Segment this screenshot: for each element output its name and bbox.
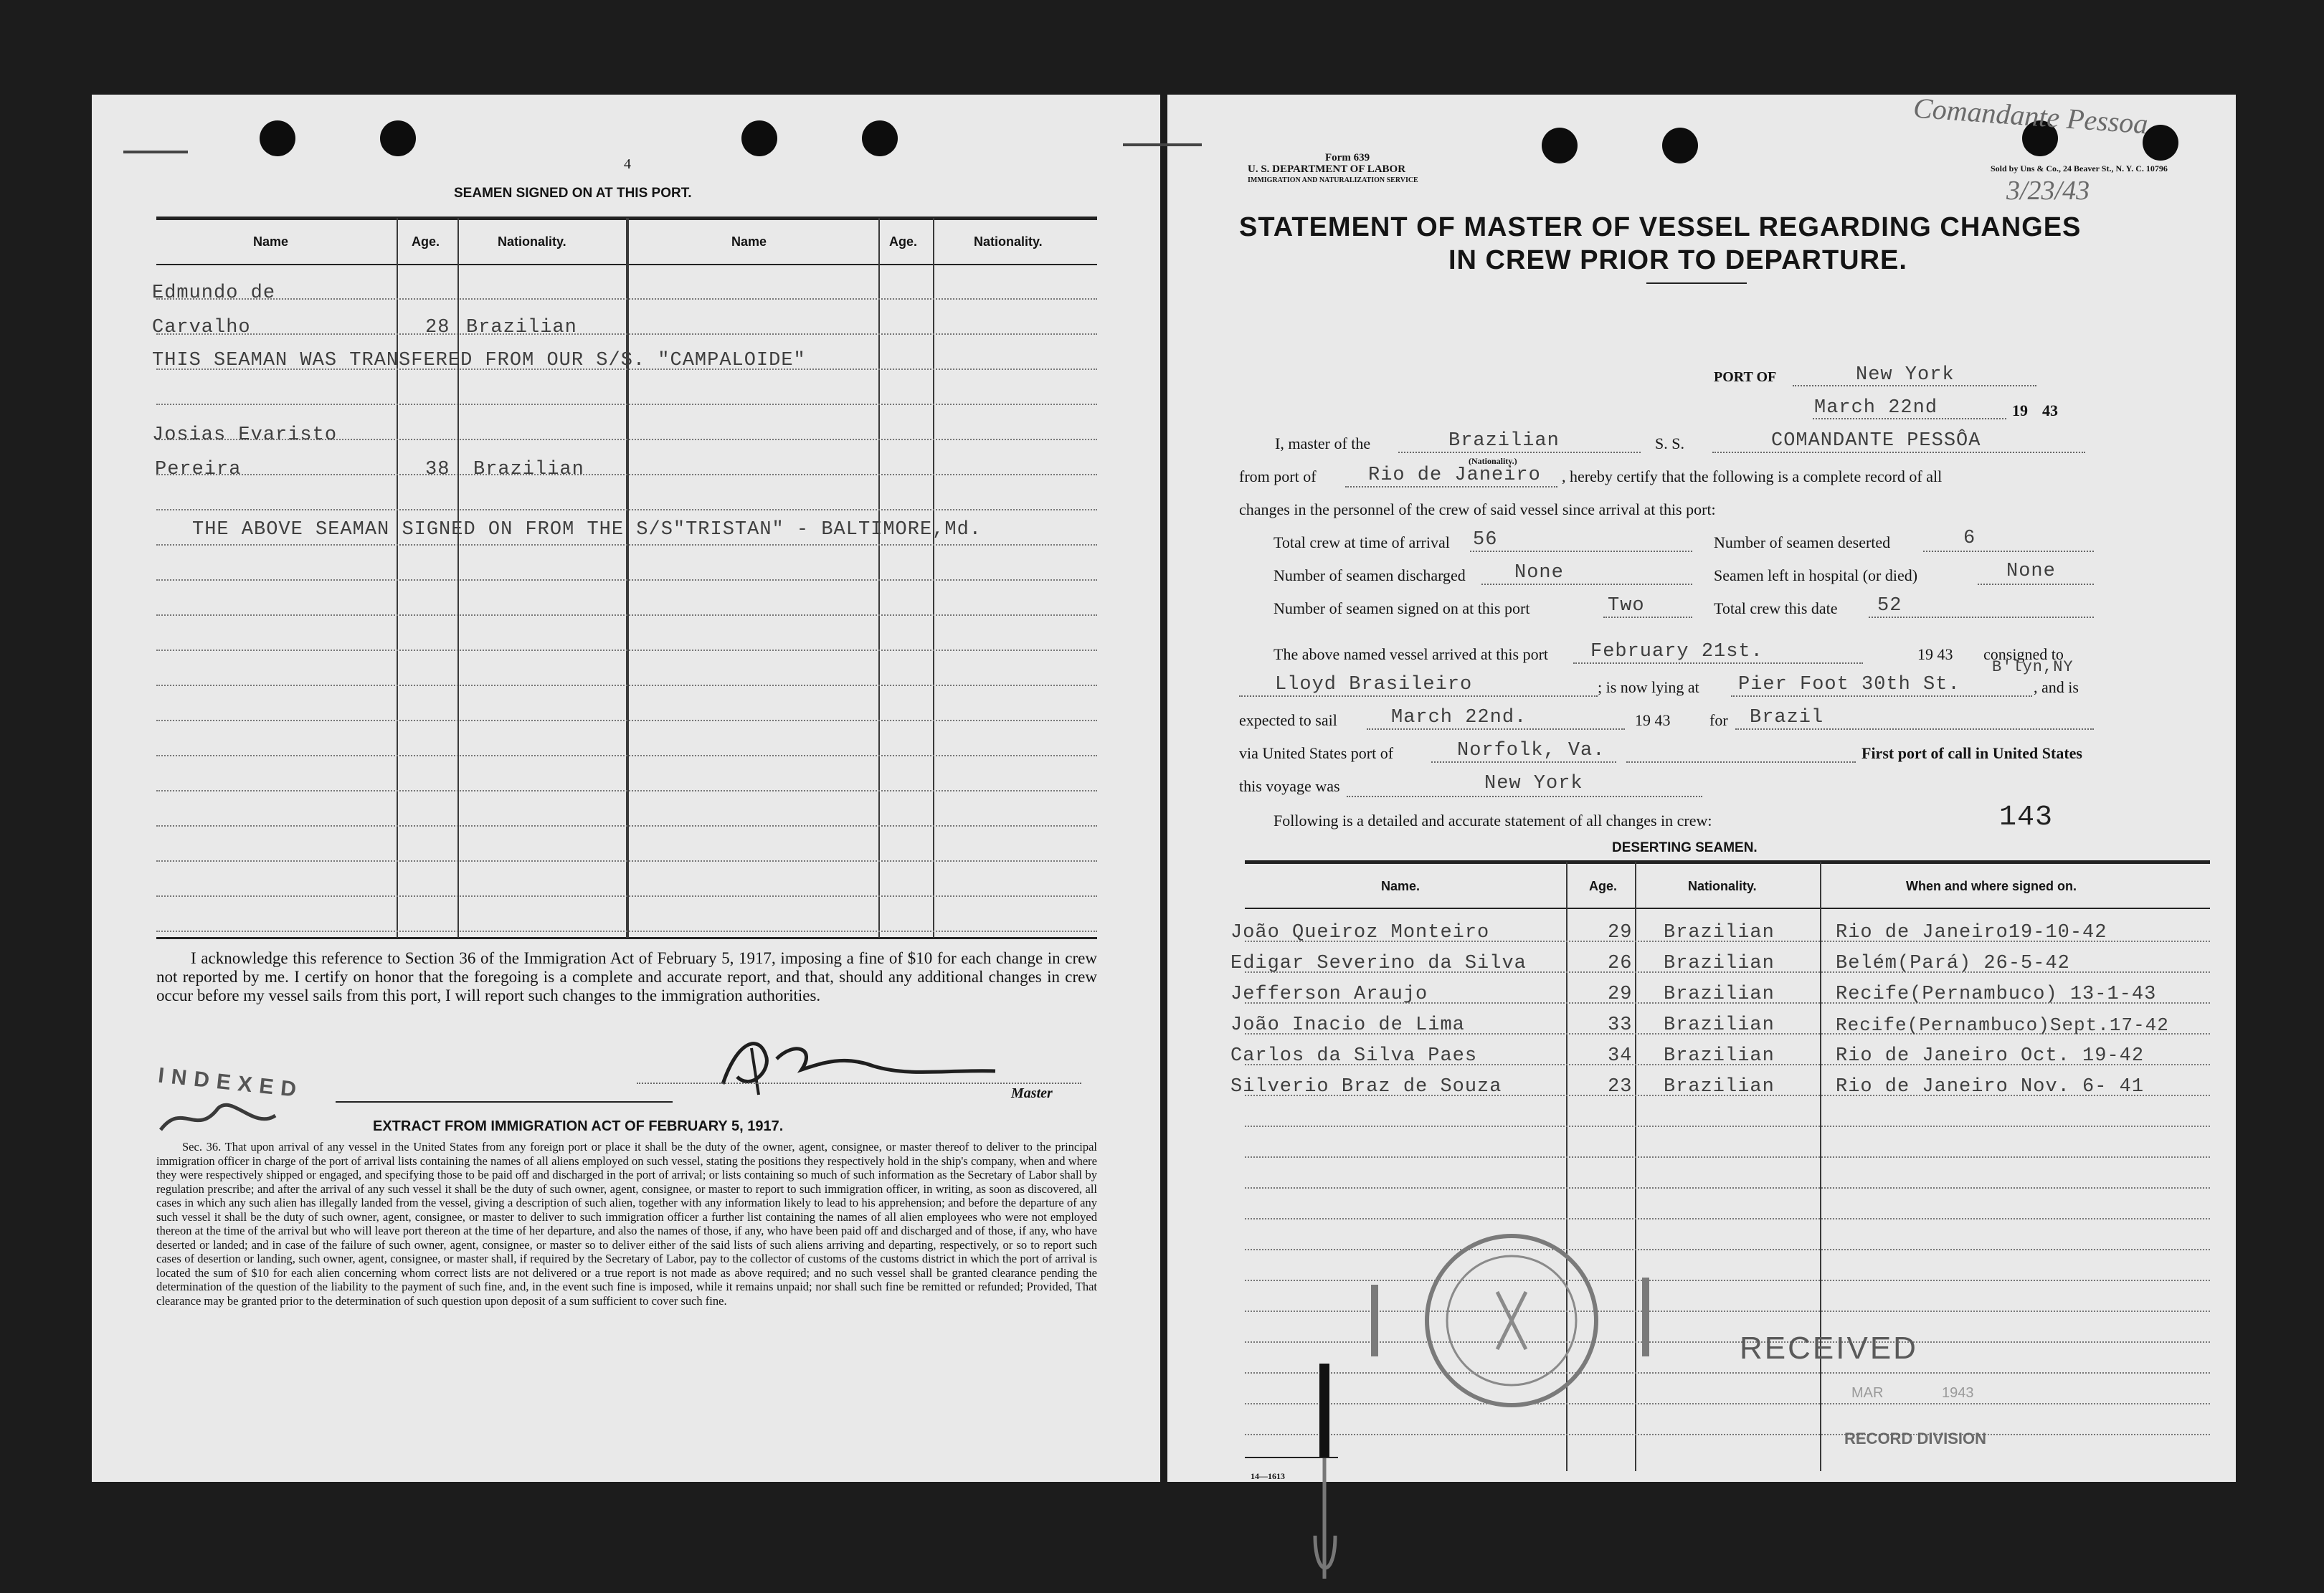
deserter-nationality: Brazilian — [1664, 953, 1775, 974]
row-rule — [156, 474, 1097, 475]
via-line — [1431, 761, 1616, 763]
deserter-signed-on: Recife(Pernambuco)Sept.17-42 — [1836, 1014, 2169, 1036]
table-row — [152, 424, 337, 446]
deserter-nationality: Brazilian — [1664, 1076, 1775, 1098]
deserter-signed-on: Rio de Janeiro Oct. 19-42 — [1836, 1045, 2145, 1067]
signed-on-note: THE ABOVE SEAMAN SIGNED ON FROM THE S/S"TRISTAN" - BALTIMORE,Md. — [192, 519, 982, 541]
deserted-label: Number of seamen deserted — [1714, 533, 1891, 551]
first-port-line — [1626, 761, 1856, 763]
seaman-name: Carvalho — [152, 317, 251, 338]
ss-label: S. S. — [1655, 434, 1684, 452]
signature-line — [637, 1083, 1081, 1084]
deserter-nationality: Brazilian — [1664, 922, 1775, 943]
row-rule — [156, 790, 1097, 791]
voyage-label: this voyage was — [1239, 777, 1340, 795]
row-rule — [156, 404, 1097, 405]
seaman-name: Josias Evaristo — [152, 424, 338, 446]
department-name: U. S. DEPARTMENT OF LABOR — [1248, 163, 1406, 175]
deserter-name: Silverio Braz de Souza — [1230, 1076, 1502, 1098]
date-value: March 22nd — [1814, 397, 1938, 419]
extract-rule — [336, 1101, 673, 1103]
left-page — [92, 95, 1160, 1482]
year-value: 43 — [2042, 401, 2058, 419]
via-label: via United States port of — [1239, 744, 1394, 762]
deserters-column-divider — [1820, 862, 1821, 1471]
row-rule — [156, 720, 1097, 721]
handwritten-date: 3/23/43 — [2006, 176, 2090, 206]
row-rule — [1245, 1187, 2210, 1189]
nationality-caption: (Nationality.) — [1469, 456, 1517, 466]
arrived-line — [1573, 662, 1863, 664]
transfer-note: THIS SEAMAN WAS TRANSFERED FROM OUR S/S. "CAMPALOIDE" — [152, 350, 806, 371]
seaman-nationality: Brazilian — [473, 459, 584, 480]
lying-line — [1731, 695, 2032, 697]
punch-hole — [1542, 128, 1578, 163]
received-stamp: RECEIVED — [1740, 1331, 1918, 1366]
year-prefix: 19 — [2012, 401, 2028, 419]
from-port-line — [1345, 486, 1557, 488]
staple-mark — [1123, 143, 1202, 146]
signed-on-line — [1603, 617, 1692, 618]
deserter-age: 26 — [1608, 953, 1633, 974]
deserter-age: 29 — [1608, 922, 1633, 943]
expected-value: March 22nd. — [1391, 707, 1527, 728]
following-text: Following is a detailed and accurate statement of all changes in crew: — [1274, 812, 1712, 829]
lying-extra: B'lyn,NY — [1992, 658, 2074, 676]
indexed-initials — [153, 1087, 304, 1144]
deserter-name: João Inacio de Lima — [1230, 1014, 1465, 1036]
arrived-value: February 21st. — [1590, 641, 1763, 662]
official-seal — [1361, 1213, 1662, 1428]
deserter-signed-on: Rio de Janeiro Nov. 6- 41 — [1836, 1076, 2145, 1098]
right-page — [1167, 91, 2236, 1482]
port-of-value: New York — [1856, 364, 1955, 386]
row-rule — [156, 614, 1097, 616]
row-rule — [1245, 1156, 2210, 1158]
signed-on-label: Number of seamen signed on at this port — [1274, 599, 1530, 617]
via-value: Norfolk, Va. — [1457, 740, 1606, 761]
form-header: Form 639 — [1325, 152, 1370, 163]
seaman-age: 38 — [425, 459, 450, 480]
deserter-name: Carlos da Silva Paes — [1230, 1045, 1478, 1067]
table-row — [152, 282, 275, 304]
destination-line — [1735, 728, 2094, 730]
column-header-age: Age. — [412, 234, 440, 249]
master-of-label: I, master of the — [1275, 434, 1371, 452]
master-signature — [708, 1027, 1010, 1105]
staple-mark — [123, 151, 188, 153]
expected-year: 19 43 — [1635, 711, 1671, 729]
row-rule — [1245, 1434, 2210, 1435]
ship-name: COMANDANTE PESSÔA — [1771, 430, 1981, 452]
deserter-name: Edigar Severino da Silva — [1230, 953, 1527, 974]
deserters-header-nationality: Nationality. — [1688, 879, 1757, 893]
from-port-label: from port of — [1239, 467, 1317, 485]
deserter-signed-on: Belém(Pará) 26-5-42 — [1836, 953, 2070, 974]
master-label: Master — [1011, 1085, 1053, 1101]
row-rule — [1245, 1126, 2210, 1127]
discharged-value: None — [1514, 562, 1564, 584]
from-port-value: Rio de Janeiro — [1368, 465, 1541, 486]
arrived-label: The above named vessel arrived at this port — [1274, 645, 1549, 663]
punch-hole — [2143, 125, 2178, 161]
deserted-line — [1923, 551, 2094, 552]
column-header-name: Name — [253, 234, 289, 249]
arrived-year: 19 43 — [1917, 645, 1953, 663]
consignee-value: Lloyd Brasileiro — [1275, 674, 1473, 695]
seaman-age: 28 — [425, 317, 450, 338]
deserter-nationality: Brazilian — [1664, 1045, 1775, 1067]
total-today-line — [1869, 617, 2094, 618]
table-column-divider — [933, 218, 934, 938]
title-underline — [1646, 282, 1747, 284]
punch-hole — [1662, 128, 1698, 163]
row-rule — [156, 544, 1097, 546]
deserters-header-name: Name. — [1381, 879, 1421, 893]
row-rule — [156, 333, 1097, 335]
for-label: for — [1709, 711, 1728, 729]
consignee-line — [1239, 695, 1598, 697]
row-rule — [156, 509, 1097, 510]
and-is-text: , and is — [2034, 678, 2079, 696]
seaman-name: Pereira — [155, 459, 242, 480]
signed-on-value: Two — [1608, 595, 1645, 617]
lying-label: ; is now lying at — [1598, 678, 1699, 696]
acknowledgement-text: I acknowledge this reference to Section 36 of the Immigration Act of February 5, 1917, imposing a fine of $10 for each change in crew not reported by me. I certify on honor that the foregoing is a complete and accurate report, and that, should any additional changes in crew occur before my vessel sails from this port, I will report such changes to the immigration authorities. — [156, 949, 1097, 1004]
indexed-stamp: INDEXED — [156, 1063, 305, 1103]
deserter-age: 34 — [1608, 1045, 1633, 1067]
received-year: 1943 — [1942, 1385, 1974, 1401]
expected-line — [1367, 728, 1625, 730]
total-crew-line — [1470, 551, 1692, 552]
printer-note: Sold by Uns & Co., 24 Beaver St., N. Y. C. 10796 — [1991, 163, 2168, 173]
lying-value: Pier Foot 30th St. — [1738, 674, 1960, 695]
voyage-line — [1347, 796, 1702, 797]
punch-hole — [741, 120, 777, 156]
total-crew-value: 56 — [1473, 529, 1498, 551]
deserter-signed-on: Recife(Pernambuco) 13-1-43 — [1836, 984, 2157, 1005]
table-column-divider — [397, 218, 398, 938]
deserters-top-rule — [1245, 860, 2210, 864]
hospital-value: None — [2006, 561, 2056, 582]
certify-text: , hereby certify that the following is a complete record of all — [1562, 467, 1943, 485]
seaman-nationality: Brazilian — [466, 317, 577, 338]
deserters-header-when-where: When and where signed on. — [1906, 879, 2077, 893]
discharged-line — [1481, 584, 1692, 585]
expected-label: expected to sail — [1239, 711, 1337, 729]
row-rule — [156, 860, 1097, 862]
total-crew-label: Total crew at time of arrival — [1274, 533, 1450, 551]
row-rule — [156, 895, 1097, 897]
hospital-label: Seamen left in hospital (or died) — [1714, 566, 1918, 584]
row-rule — [156, 298, 1097, 300]
deserters-header-age: Age. — [1589, 879, 1618, 893]
punch-hole — [260, 120, 295, 156]
column-header-nationality: Nationality. — [974, 234, 1043, 249]
total-today-label: Total crew this date — [1714, 599, 1838, 617]
row-rule — [156, 579, 1097, 581]
deserting-title: DESERTING SEAMEN. — [1612, 840, 1758, 855]
deserter-signed-on: Rio de Janeiro19-10-42 — [1836, 922, 2107, 943]
service-name: IMMIGRATION AND NATURALIZATION SERVICE — [1248, 176, 1418, 184]
nationality-line — [1398, 452, 1641, 453]
column-header-age: Age. — [889, 234, 918, 249]
total-today-value: 52 — [1877, 595, 1902, 617]
extract-title: EXTRACT FROM IMMIGRATION ACT OF FEBRUARY 5, 1917. — [373, 1118, 784, 1134]
seaman-name: Edmundo de — [152, 282, 276, 304]
hospital-line — [1978, 584, 2094, 585]
ship-name-line — [1712, 452, 2085, 453]
received-month: MAR — [1851, 1385, 1884, 1401]
form-title-line2: IN CREW PRIOR TO DEPARTURE. — [1448, 245, 1907, 275]
deserter-nationality: Brazilian — [1664, 1014, 1775, 1036]
table-column-divider — [457, 218, 459, 938]
section-title: SEAMEN SIGNED ON AT THIS PORT. — [454, 186, 692, 201]
row-rule — [156, 685, 1097, 686]
record-division: RECORD DIVISION — [1844, 1430, 1987, 1447]
row-rule — [156, 650, 1097, 651]
table-row — [152, 317, 251, 338]
first-port-label: First port of call in United States — [1861, 744, 2082, 762]
form-title-line1: STATEMENT OF MASTER OF VESSEL REGARDING CHANGES — [1239, 212, 2082, 242]
discharged-label: Number of seamen discharged — [1274, 566, 1466, 584]
row-rule — [156, 931, 1097, 932]
paper-clip — [1306, 1364, 1350, 1593]
changes-text: changes in the personnel of the crew of said vessel since arrival at this port: — [1239, 500, 1716, 518]
deserter-nationality: Brazilian — [1664, 984, 1775, 1005]
deserters-header-rule — [1245, 908, 2210, 909]
extract-text: Sec. 36. That upon arrival of any vessel in the United States from any foreign port or place it shall be the duty of the owner, agent, consignee, or master thereof to deliver to the principal immigration officer in charge of the port of arrival lists containing the names of all aliens employed on such vessel, stating the positions they respectively hold in the ship's company, when and where they were respectively shipped or engaged, and specifying those to be paid off and discharged in the port of arrival; or lists containing so much of such information as the Secretary of Labor shall by regulation prescribe; and after the arrival of any such vessel it shall be the duty of such owner, agent, consignee, or master to report to such immigration officer, in writing, as soon as discovered, all cases in which any such alien has illegally landed from the vessel, giving a description of such alien, together with any information likely to lead to his apprehension; and before the departure of any such vessel it shall be the duty of such owner, agent, consignee, or master to deliver to such immigration officer a further list containing the names of all alien employees who were not employed thereon at the time of the arrival but who will leave port thereon at the time of her departure, and also the names of those, if any, who have been paid off and discharged and of those, if any, who have deserted or landed; and in case of the failure of such owner, agent, consignee, or master so to deliver either of the said lists of such aliens arriving and departing, respectively, or so to report such cases of desertion or landing, such owner, agent, consignee, or master shall, if required by the Secretary of Labor, pay to the collector of customs of the customs district in which the port of arrival is located the sum of $10 for each alien concerning whom correct lists are not delivered or a true report is not made as above required; and no such vessel shall be granted clearance pending the determination of the question of the liability to the payment of such fine, and, in the event such fine is imposed, while it remains unpaid; nor shall such fine be remitted or refunded; Provided, That clearance may be granted prior to the determination of such question upon deposit of a sum sufficient to cover such fine. — [156, 1140, 1097, 1308]
serial-number: 143 — [1999, 802, 2054, 834]
row-rule — [156, 825, 1097, 827]
page-number: 4 — [624, 156, 631, 172]
nationality-value: Brazilian — [1448, 430, 1560, 452]
punch-hole — [862, 120, 898, 156]
column-header-name: Name — [731, 234, 767, 249]
deserter-age: 23 — [1608, 1076, 1633, 1098]
column-header-nationality: Nationality. — [498, 234, 566, 249]
row-rule — [156, 755, 1097, 756]
table-row — [155, 459, 241, 480]
handwritten-note: Comandante Pessoa — [1912, 91, 2149, 141]
table-column-divider — [878, 218, 880, 938]
voyage-value: New York — [1484, 773, 1583, 794]
form-number: 14—1613 — [1251, 1471, 1285, 1481]
deserted-value: 6 — [1963, 528, 1976, 549]
deserter-age: 29 — [1608, 984, 1633, 1005]
consigned-label: consigned to — [1983, 645, 2064, 663]
deserter-name: Jefferson Araujo — [1230, 984, 1428, 1005]
table-column-divider — [626, 218, 629, 938]
punch-hole — [380, 120, 416, 156]
form-number-rule — [1245, 1457, 1338, 1458]
port-of-label: PORT OF — [1714, 369, 1777, 385]
deserter-age: 33 — [1608, 1014, 1633, 1036]
destination-value: Brazil — [1750, 707, 1824, 728]
deserter-name: João Queiroz Monteiro — [1230, 922, 1490, 943]
